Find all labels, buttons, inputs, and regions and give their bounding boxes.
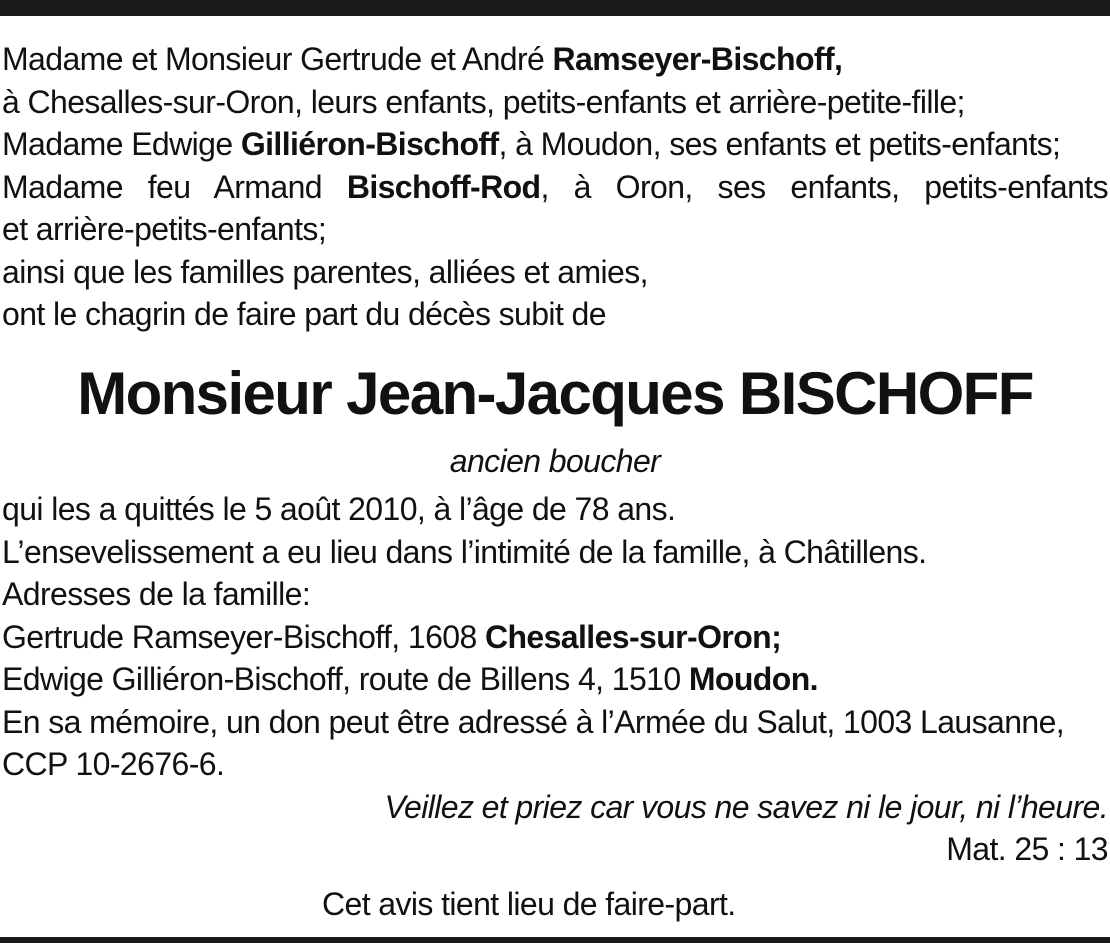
intro-line-6: ainsi que les familles parentes, alliées et amies,	[2, 253, 648, 290]
intro-line-3-text-c: , à Moudon, ses enfants et petits-enfants;	[498, 126, 1061, 162]
bottom-border-rule	[0, 937, 1110, 943]
bible-verse-reference: Mat. 25 : 13	[946, 831, 1108, 867]
closing-note: Cet avis tient lieu de faire-part.	[322, 885, 736, 922]
donation-line-2: CCP 10-2676-6.	[2, 746, 225, 782]
intro-line-3-text-a: Madame Edwige	[2, 126, 241, 162]
family-name-ramseyer-bischoff: Ramseyer-Bischoff,	[552, 41, 843, 77]
bible-verse: Veillez et priez car vous ne savez ni le jour, ni l’heure.	[384, 788, 1108, 825]
donation-line-1: En sa mémoire, un don peut être adressé à l’Armée du Salut, 1003 Lausanne,	[2, 703, 1065, 740]
address-2-text: Edwige Gilliéron-Bischoff, route de Billens 4, 1510	[2, 661, 689, 697]
address-1-text: Gertrude Ramseyer-Bischoff, 1608	[2, 618, 485, 655]
intro-line-4-text-a: Madame feu Armand	[2, 168, 347, 205]
details-line-3: Adresses de la famille:	[2, 576, 311, 612]
intro-line-4	[2, 166, 1108, 209]
intro-line-7: ont le chagrin de faire part du décès subit de	[2, 296, 606, 332]
death-notice	[2, 38, 1108, 925]
deceased-name: Monsieur Jean-Jacques BISCHOFF	[77, 359, 1033, 427]
intro-line-4-text-c: , à Oron, ses enfants, petits-enfants	[540, 168, 1108, 205]
details-line-1: qui les a quittés le 5 août 2010, à l’âge de 78 ans.	[2, 491, 676, 527]
intro-line-3	[2, 123, 1108, 166]
address-line-2	[2, 658, 1108, 701]
address-line-1	[2, 616, 1108, 659]
details-line-2: L’ensevelissement a eu lieu dans l’intimité de la famille, à Châtillens.	[2, 533, 927, 570]
address-2-locality: Moudon.	[688, 661, 818, 697]
intro-line-2: à Chesalles-sur-Oron, leurs enfants, petits-enfants et arrière-petite-fille;	[2, 83, 965, 120]
intro-line-5: et arrière-petits-enfants;	[2, 211, 327, 247]
family-name-bischoff-rod: Bischoff-Rod	[346, 168, 541, 205]
top-border-rule	[0, 0, 1110, 16]
intro-line-1-text: Madame et Monsieur Gertrude et André	[2, 41, 553, 77]
deceased-occupation: ancien boucher	[449, 442, 661, 479]
address-1-locality: Chesalles-sur-Oron;	[484, 618, 782, 655]
family-name-gillieron-bischoff: Gilliéron-Bischoff	[240, 126, 499, 162]
intro-line-1	[2, 38, 1108, 81]
